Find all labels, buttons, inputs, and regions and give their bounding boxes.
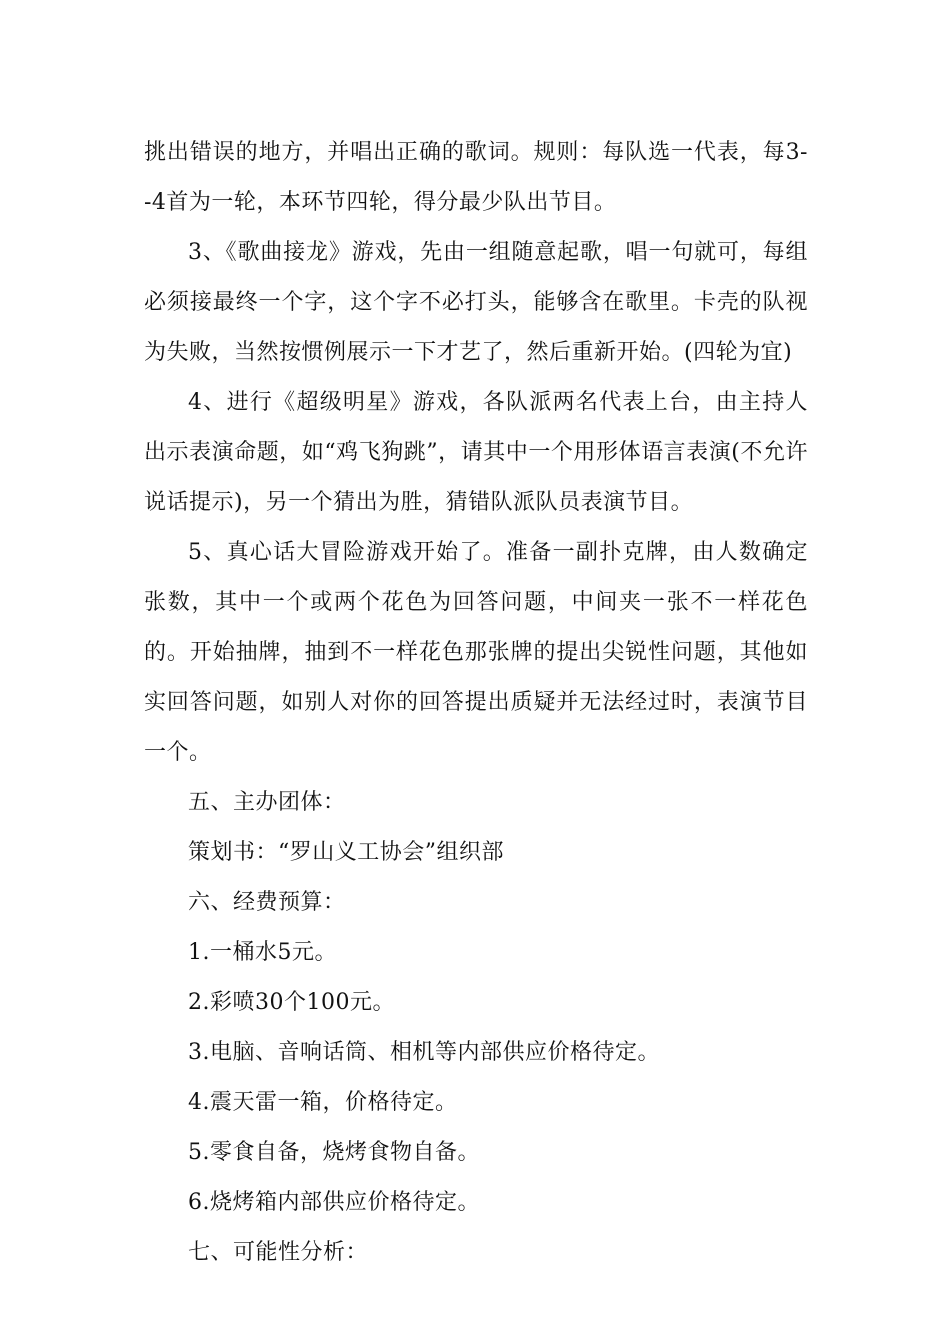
budget-item: 6.烧烤箱内部供应价格待定。 <box>188 1190 480 1215</box>
paragraph-truth-or-dare-game: 5、真心话大冒险游戏开始了。准备一副扑克牌，由人数确定张数，其中一个或两个花色为回答问题，中间夹一张不一样花色的。开始抽牌，抽到不一样花色那张牌的提出尖锐性问题，其他如实回答问题，如别人对你的回答提出质疑并无法经过时，表演节目一个。 <box>144 540 808 765</box>
section-heading-budget: 六、经费预算： <box>188 890 346 915</box>
section-heading-feasibility: 七、可能性分析： <box>188 1240 369 1265</box>
organizer-line: 策划书：“罗山义工协会”组织部 <box>188 840 504 865</box>
budget-item: 2.彩喷30个100元。 <box>188 990 395 1015</box>
budget-item: 5.零食自备，烧烤食物自备。 <box>188 1140 480 1165</box>
paragraph-song-relay-game: 3、《歌曲接龙》游戏，先由一组随意起歌，唱一句就可，每组必须接最终一个字，这个字不必打头，能够含在歌里。卡壳的队视为失败，当然按惯例展示一下才艺了，然后重新开始。(四轮为宜) <box>144 240 808 365</box>
budget-item: 3.电脑、音响话筒、相机等内部供应价格待定。 <box>188 1040 660 1065</box>
paragraph-superstar-game: 4、进行《超级明星》游戏，各队派两名代表上台，由主持人出示表演命题，如“鸡飞狗跳”，请其中一个用形体语言表演(不允许说话提示)，另一个猜出为胜，猜错队派队员表演节目。 <box>144 390 808 515</box>
section-heading-organizer: 五、主办团体： <box>188 790 346 815</box>
budget-item: 1.一桶水5元。 <box>188 940 337 965</box>
budget-item: 4.震天雷一箱，价格待定。 <box>188 1090 458 1115</box>
paragraph-rules-continuation: 挑出错误的地方，并唱出正确的歌词。规则：每队选一代表，每3--4首为一轮，本环节四轮，得分最少队出节目。 <box>144 140 808 215</box>
document-body <box>144 128 808 1278</box>
